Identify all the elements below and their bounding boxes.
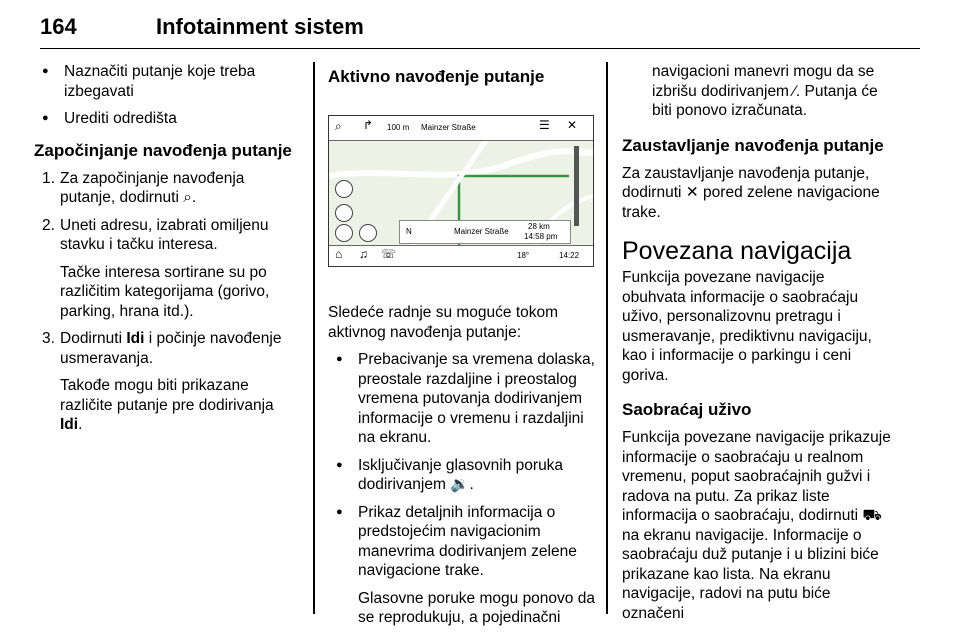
chapter-heading: Povezana navigacija: [622, 237, 852, 265]
settings-button[interactable]: [335, 204, 353, 222]
step-text: Za započinjanje navođenja putanje, dodirnuti ⌕.: [60, 169, 245, 206]
page-title: Infotainment sistem: [156, 14, 364, 39]
arrival-time: 14:58 pm: [524, 232, 558, 241]
step-note: Tačke interesa sortirane su po različitim kategorijama (gorivo, parking, hrana itd.).: [60, 263, 270, 320]
turn-right-icon: ↱: [363, 118, 374, 132]
step-text: i počinje navođenje usmeravanja.: [60, 330, 282, 367]
step-number: 2.: [42, 216, 55, 234]
column-divider-2: [606, 62, 608, 614]
list-item: ● Prebacivanje sa vremena dolaska, preostale razdaljine i preostalog vremena putovanja dodirivanjem informacije o vremenu i razdaljini na ekranu.: [328, 350, 598, 448]
step-bold: Idi: [126, 330, 145, 347]
section-heading: Zaustavljanje navođenja putanje: [622, 135, 884, 155]
navigation-screen-image: [328, 115, 594, 267]
step-number: 3.: [42, 330, 55, 347]
next-street: Mainzer Straße: [421, 123, 476, 132]
note-bold: Idi: [60, 416, 79, 433]
step-text: Uneti adresu, izabrati omiljenu stavku i tačku interesa.: [60, 216, 269, 253]
paragraph: Za zaustavljanje navođenja putanje, dodirnuti ✕ pored zelene navigacione trake.: [622, 164, 880, 221]
phone-icon[interactable]: ☏: [381, 247, 397, 261]
page-number: 164: [40, 14, 77, 39]
column-3: [622, 62, 892, 623]
temperature: 18°: [517, 251, 530, 260]
home-icon[interactable]: ⌂: [335, 247, 343, 261]
close-icon[interactable]: ✕: [567, 118, 578, 132]
list-item: ● Isključivanje glasovnih poruka dodirivanjem 🔉.: [328, 456, 598, 495]
list-item: ● Prikaz detaljnih informacija o predstojećim navigacionim manevrima dodirivanjem zelene navigacione trake.: [328, 503, 598, 581]
list-item: ● Naznačiti putanje koje treba izbegavati: [34, 62, 300, 101]
music-icon[interactable]: ♫: [359, 247, 368, 261]
volume-button[interactable]: [335, 180, 353, 198]
step-1: [34, 169, 300, 208]
step-2: [34, 216, 300, 255]
paragraph: Funkcija povezane navigacije obuhvata informacije o saobraćaju uživo, personalizovnu pretragu i usmeravanje, prediktivnu navigaciju, kao i informacije o parkingu i ceni goriva.: [622, 269, 872, 384]
column-divider-1: [313, 62, 315, 614]
note-text: .: [78, 416, 83, 433]
list-item: ● Urediti odredišta: [34, 109, 300, 129]
zoom-out-button[interactable]: [335, 224, 353, 242]
zoom-in-button[interactable]: [359, 224, 377, 242]
paragraph: Funkcija povezane navigacije prikazuje informacije o saobraćaju u realnom vremenu, poput saobraćajnih gužvi i radova na putu. Za prikaz liste informacija o saobraćaju, dodirnuti ⛟ na ekranu navigacije. Informacije o saobraćaju duž putanje i u blizini biće prikazane kao lista. Na ekranu navigacije, radovi na putu biće označeni: [622, 429, 891, 622]
clock: 14:22: [559, 251, 580, 260]
section-heading: Saobraćaj uživo: [622, 400, 752, 419]
section-heading: Započinjanje navođenja putanje: [34, 140, 292, 160]
top-bar: [329, 116, 593, 141]
step-text: Dodirnuti: [60, 330, 127, 347]
search-icon[interactable]: ⌕: [335, 119, 342, 133]
compass-label: N: [406, 227, 412, 236]
info-bar[interactable]: [399, 220, 571, 244]
maneuver-distance: 100 m: [387, 123, 410, 132]
column-2: [328, 62, 598, 628]
paragraph: Sledeće radnje su moguće tokom aktivnog navođenja putanje:: [328, 304, 559, 341]
bottom-bar: [329, 245, 593, 266]
paragraph: navigacioni manevri mogu da se izbrišu dodirivanjem ∕. Putanja će biti ponovo izračunata.: [652, 63, 878, 119]
note-text: Takođe mogu biti prikazane različite putanje pre dodirivanja: [60, 377, 274, 414]
step-3: [34, 329, 300, 368]
section-heading: Aktivno navođenje putanje: [328, 67, 545, 86]
column-1: [34, 62, 300, 435]
list-icon[interactable]: ☰: [539, 118, 550, 132]
page-header: [40, 14, 920, 49]
step-note: [34, 376, 300, 435]
note: Glasovne poruke mogu ponovo da se reprodukuju, a pojedinačni: [358, 589, 595, 626]
step-number: 1.: [42, 169, 55, 187]
current-street: Mainzer Straße: [454, 227, 509, 236]
arrival-distance: 28 km: [528, 222, 550, 231]
